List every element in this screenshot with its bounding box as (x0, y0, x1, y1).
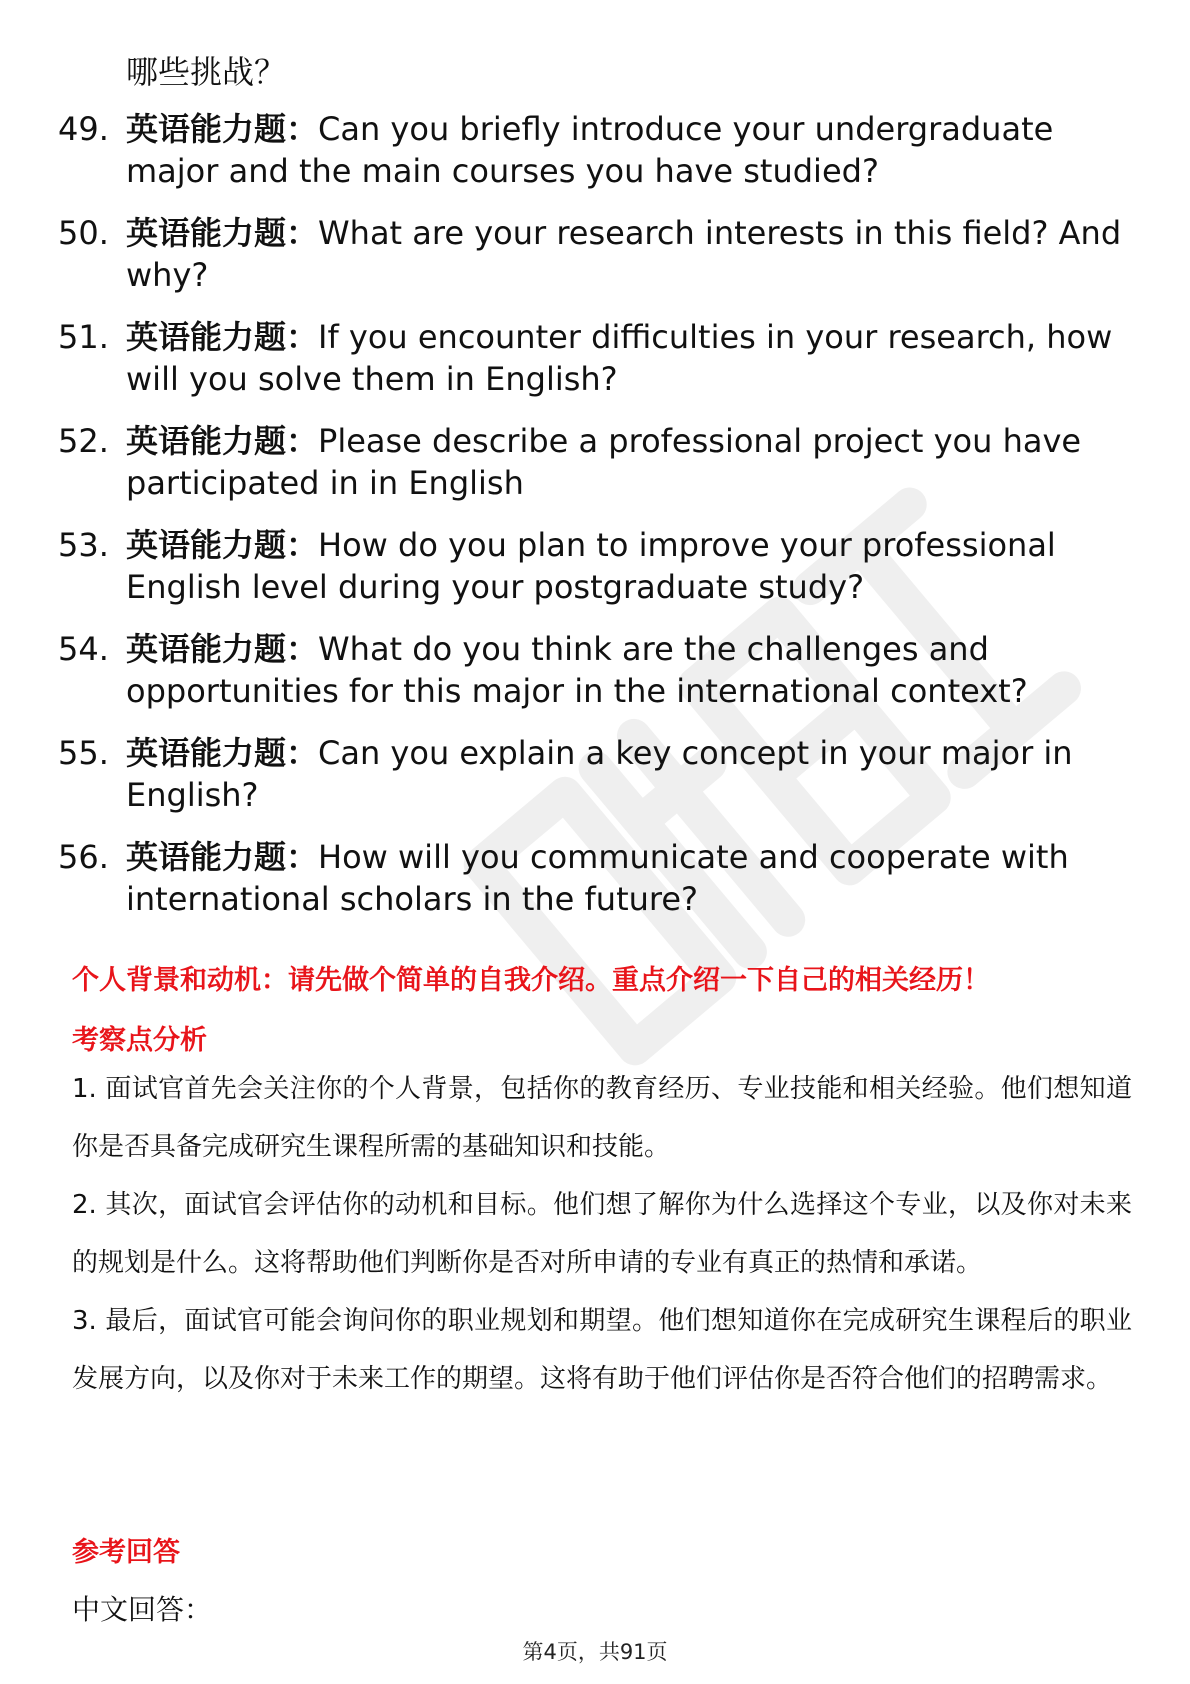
question-text: What do you think are the challenges and opportunities for this major in the international context? (126, 630, 1028, 710)
question-tag: 英语能力题： (126, 110, 319, 148)
question-tag: 英语能力题： (126, 630, 319, 668)
question-number: 56. (58, 838, 109, 876)
chinese-answer-label: 中文回答： (72, 1593, 213, 1626)
question-number: 51. (58, 318, 109, 356)
question-number: 55. (58, 734, 109, 772)
question-number: 53. (58, 526, 109, 564)
question-item (58, 732, 1128, 816)
analysis-paragraph: 2. 其次，面试官会评估你的动机和目标。他们想了解你为什么选择这个专业，以及你对未来的规划是什么。这将帮助他们判断你是否对所申请的专业有真正的热情和承诺。 (72, 1190, 1132, 1278)
question-text: Can you briefly introduce your undergraduate major and the main courses you have studied? (126, 110, 1054, 190)
question-tag: 英语能力题： (126, 734, 319, 772)
reference-heading: 参考回答 (72, 1537, 180, 1568)
question-continuation: 哪些挑战？ (126, 53, 287, 91)
question-list (58, 50, 1128, 940)
question-number: 54. (58, 630, 109, 668)
analysis-body (72, 1060, 1132, 1408)
section-heading: 个人背景和动机：请先做个简单的自我介绍。重点介绍一下自己的相关经历！ (72, 965, 990, 996)
question-number: 49. (58, 110, 109, 148)
question-tag: 英语能力题： (126, 318, 319, 356)
question-text: Please describe a professional project you have participated in in English (126, 422, 1082, 502)
question-item (58, 316, 1128, 400)
question-tag: 英语能力题： (126, 422, 319, 460)
question-tag: 英语能力题： (126, 838, 319, 876)
analysis-paragraph: 3. 最后，面试官可能会询问你的职业规划和期望。他们想知道你在完成研究生课程后的职业发展方向，以及你对于未来工作的期望。这将有助于他们评估你是否符合他们的招聘需求。 (72, 1306, 1132, 1394)
question-tag: 英语能力题： (126, 214, 319, 252)
question-item (58, 420, 1128, 504)
analysis-heading: 考察点分析 (72, 1025, 207, 1056)
question-item (58, 628, 1128, 712)
question-item (58, 108, 1128, 192)
analysis-paragraph: 1. 面试官首先会关注你的个人背景，包括你的教育经历、专业技能和相关经验。他们想知道你是否具备完成研究生课程所需的基础知识和技能。 (72, 1074, 1132, 1162)
question-number: 50. (58, 214, 109, 252)
question-text: Can you explain a key concept in your major in English? (126, 734, 1073, 814)
question-item (58, 836, 1128, 920)
question-tag: 英语能力题： (126, 526, 319, 564)
question-item (58, 524, 1128, 608)
question-text: How will you communicate and cooperate with international scholars in the future? (126, 838, 1069, 918)
question-item (58, 212, 1128, 296)
question-text: How do you plan to improve your professional English level during your postgraduate study? (126, 526, 1056, 606)
page-footer: 第4页，共91页 (522, 1640, 668, 1664)
question-text: What are your research interests in this field? And why? (126, 214, 1122, 294)
question-text: If you encounter difficulties in your research, how will you solve them in English? (126, 318, 1113, 398)
question-number: 52. (58, 422, 109, 460)
